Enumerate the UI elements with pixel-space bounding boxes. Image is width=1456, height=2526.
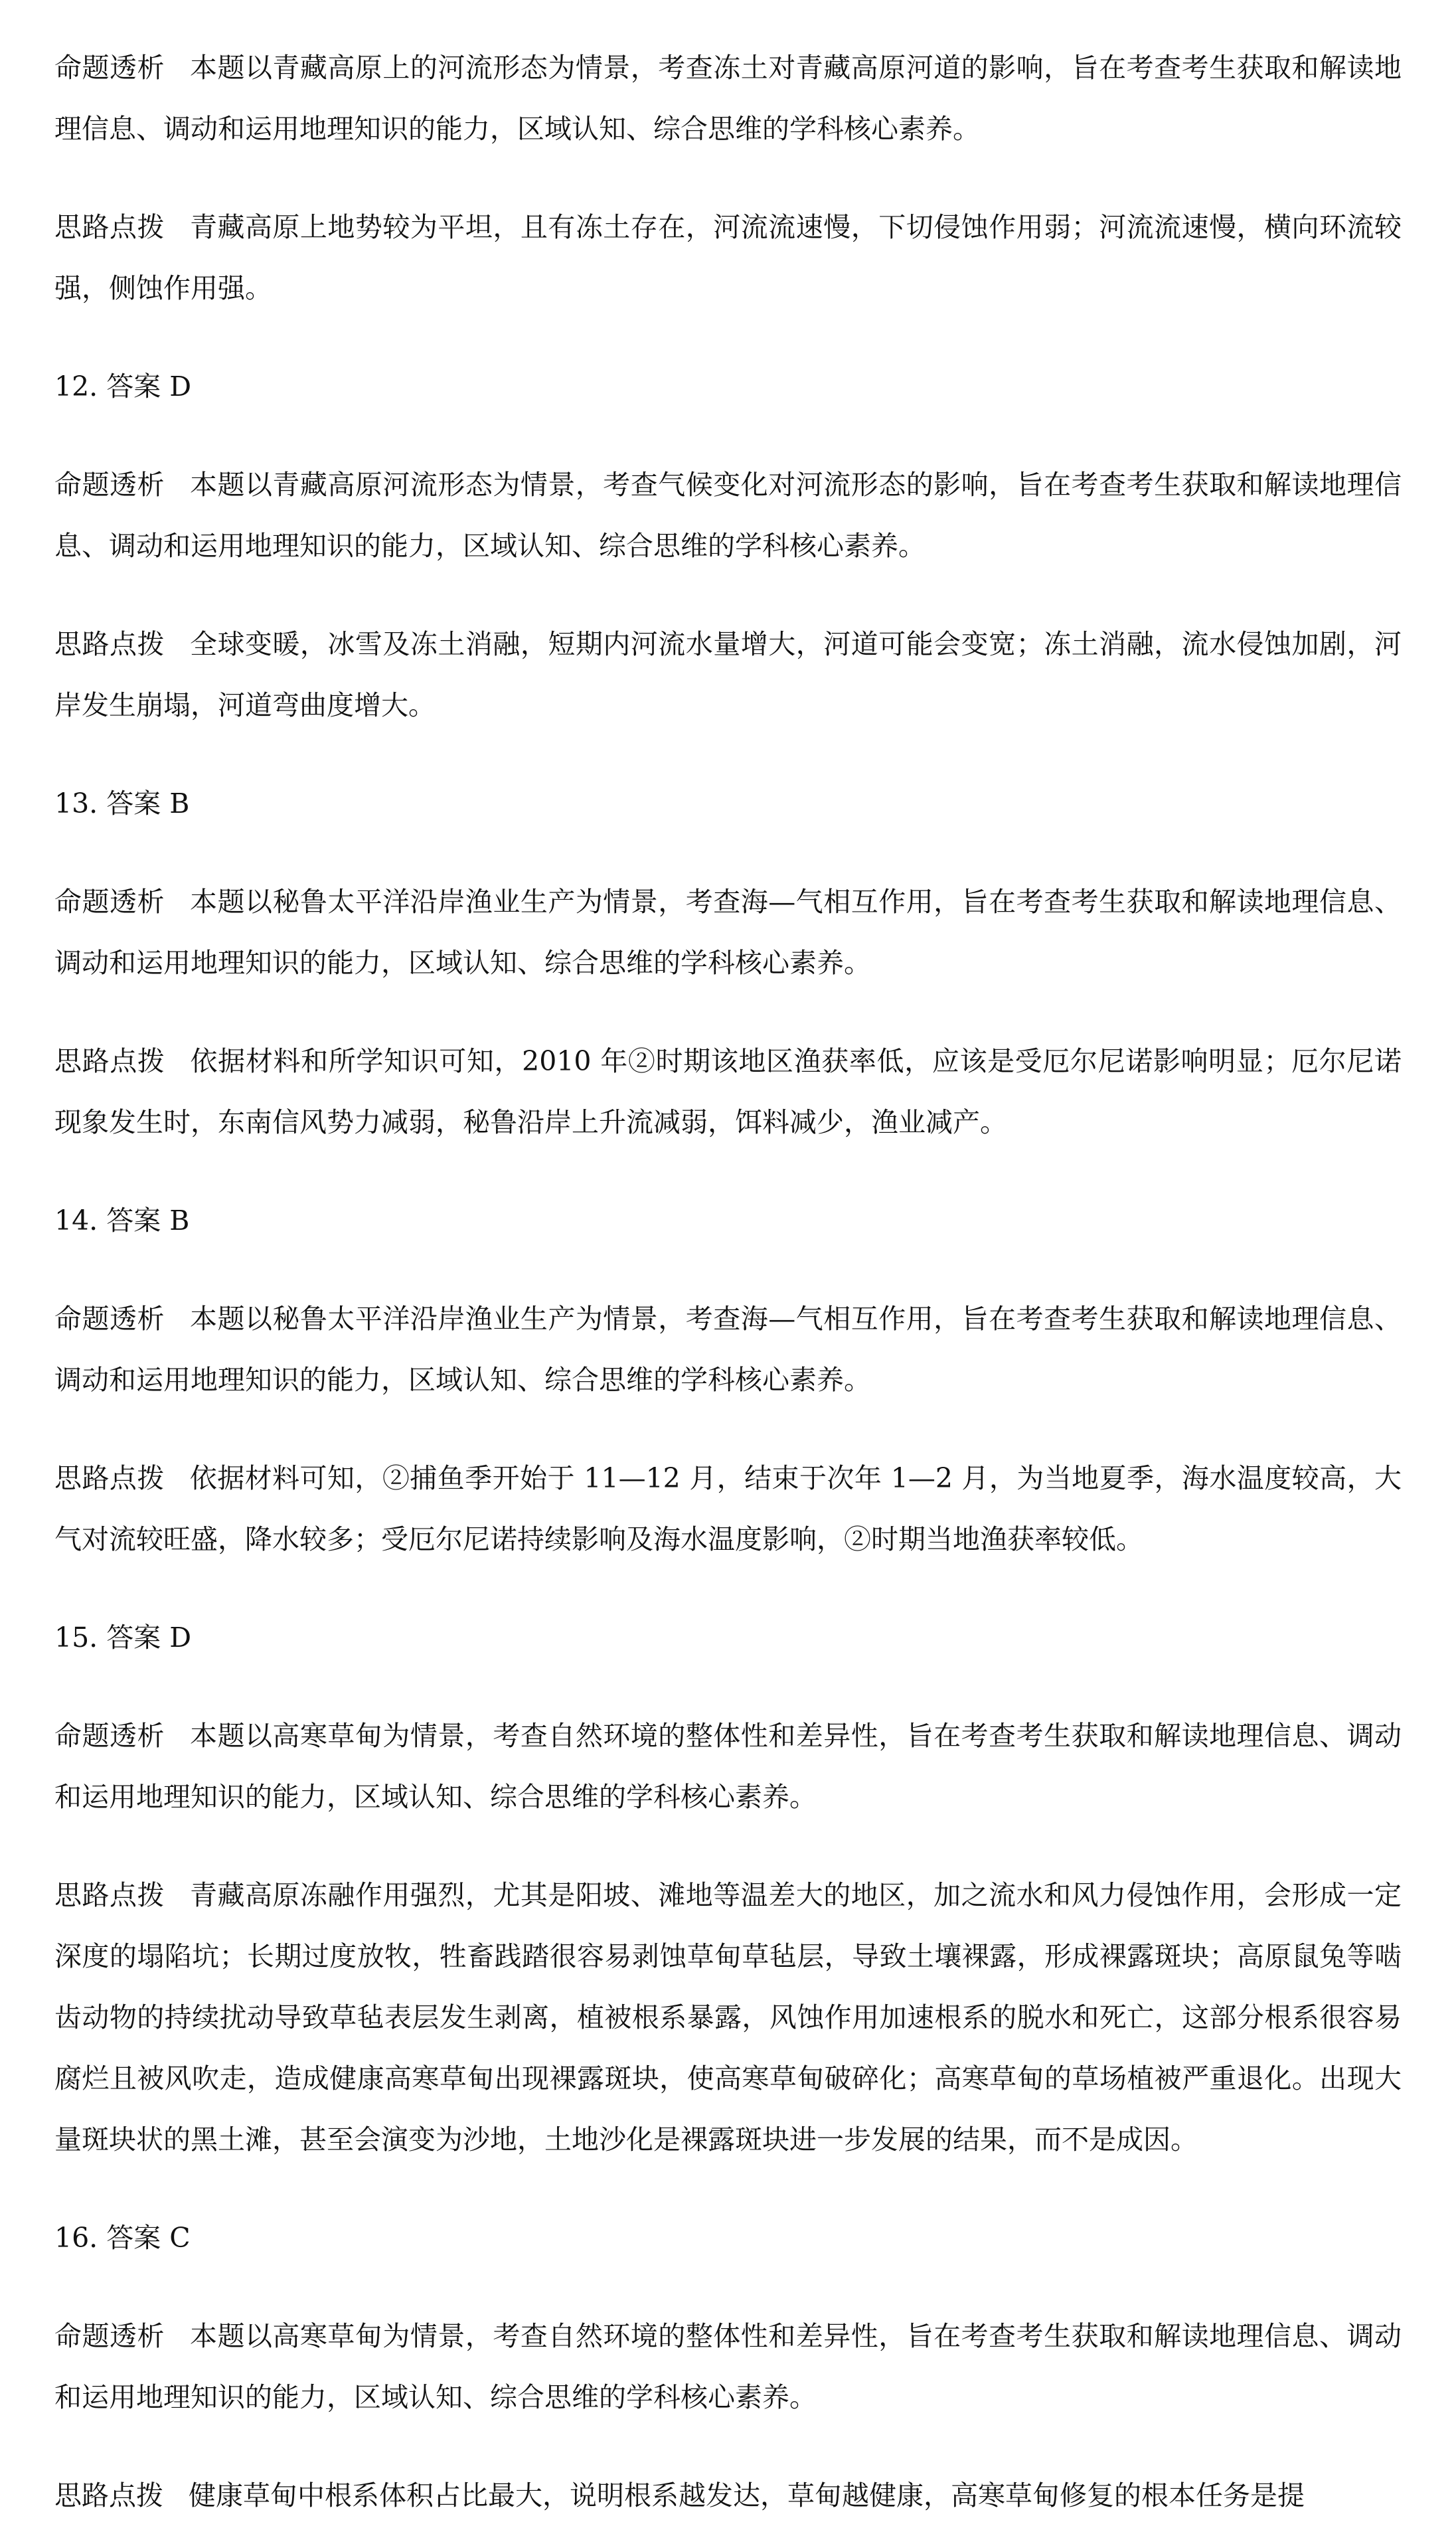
- hint-block-11: [54, 197, 1402, 319]
- analysis-text: 本题以青藏高原上的河流形态为情景，考查冻土对青藏高原河道的影响，旨在考查考生获取和解读地理信息、调动和运用地理知识的能力，区域认知、综合思维的学科核心素养。: [54, 52, 1402, 145]
- analysis-text: 本题以秘鲁太平洋沿岸渔业生产为情景，考查海—气相互作用，旨在考查考生获取和解读地理信息、调动和运用地理知识的能力，区域认知、综合思维的学科核心素养。: [54, 886, 1402, 979]
- hint-paragraph: [54, 1448, 1402, 1570]
- hint-block-15: [54, 1865, 1402, 2170]
- analysis-paragraph: [54, 871, 1402, 993]
- analysis-text: 本题以高寒草甸为情景，考查自然环境的整体性和差异性，旨在考查考生获取和解读地理信息、调动和运用地理知识的能力，区域认知、综合思维的学科核心素养。: [54, 2320, 1402, 2413]
- hint-text: 依据材料和所学知识可知，2010 年②时期该地区渔获率低，应该是受厄尔尼诺影响明显；厄尔尼诺现象发生时，东南信风势力减弱，秘鲁沿岸上升流减弱，饵料减少，渔业减产。: [54, 1045, 1402, 1138]
- hint-paragraph: [54, 614, 1402, 736]
- hint-block-14: [54, 1448, 1402, 1570]
- analysis-label: 命题透析: [54, 886, 165, 918]
- hint-label: 思路点拨: [54, 211, 165, 243]
- analysis-block-12: [54, 454, 1402, 576]
- answer-heading-16: [54, 2207, 1402, 2268]
- answer-heading-13: [54, 773, 1402, 834]
- analysis-label: 命题透析: [54, 469, 165, 501]
- answer-text: 14. 答案 B: [54, 1205, 190, 1236]
- analysis-text: 本题以秘鲁太平洋沿岸渔业生产为情景，考查海—气相互作用，旨在考查考生获取和解读地理信息、调动和运用地理知识的能力，区域认知、综合思维的学科核心素养。: [54, 1303, 1402, 1396]
- analysis-block-16: [54, 2306, 1402, 2428]
- hint-block-16: [54, 2465, 1402, 2526]
- answer-heading-12: [54, 356, 1402, 417]
- analysis-label: 命题透析: [54, 1303, 165, 1335]
- hint-block-13: [54, 1031, 1402, 1153]
- hint-label: 思路点拨: [54, 1462, 165, 1494]
- answer-text: 15. 答案 D: [54, 1622, 192, 1653]
- analysis-paragraph: [54, 1705, 1402, 1827]
- answer-text: 13. 答案 B: [54, 788, 190, 819]
- analysis-block-14: [54, 1288, 1402, 1410]
- hint-label: 思路点拨: [54, 628, 165, 660]
- hint-text: 全球变暖，冰雪及冻土消融，短期内河流水量增大，河道可能会变宽；冻土消融，流水侵蚀加剧，河岸发生崩塌，河道弯曲度增大。: [54, 628, 1402, 721]
- hint-label: 思路点拨: [54, 1879, 165, 1911]
- analysis-paragraph: [54, 2306, 1402, 2428]
- analysis-label: 命题透析: [54, 2320, 165, 2352]
- analysis-paragraph: [54, 1288, 1402, 1410]
- analysis-block-15: [54, 1705, 1402, 1827]
- hint-text: 青藏高原上地势较为平坦，且有冻土存在，河流流速慢，下切侵蚀作用弱；河流流速慢，横向环流较强，侧蚀作用强。: [54, 211, 1402, 304]
- analysis-paragraph: [54, 454, 1402, 576]
- analysis-paragraph: [54, 37, 1402, 159]
- hint-label: 思路点拨: [54, 2480, 163, 2511]
- analysis-label: 命题透析: [54, 1720, 165, 1752]
- hint-block-12: [54, 614, 1402, 736]
- answer-heading-14: [54, 1190, 1402, 1251]
- analysis-text: 本题以青藏高原河流形态为情景，考查气候变化对河流形态的影响，旨在考查考生获取和解读地理信息、调动和运用地理知识的能力，区域认知、综合思维的学科核心素养。: [54, 469, 1402, 562]
- answer-text: 12. 答案 D: [54, 371, 192, 402]
- analysis-text: 本题以高寒草甸为情景，考查自然环境的整体性和差异性，旨在考查考生获取和解读地理信息、调动和运用地理知识的能力，区域认知、综合思维的学科核心素养。: [54, 1720, 1402, 1813]
- hint-paragraph: [54, 1031, 1402, 1153]
- answer-heading-15: [54, 1607, 1402, 1668]
- hint-paragraph: [54, 2465, 1402, 2526]
- hint-text: 依据材料可知，②捕鱼季开始于 11—12 月，结束于次年 1—2 月，为当地夏季，海水温度较高，大气对流较旺盛，降水较多；受厄尔尼诺持续影响及海水温度影响，②时期当地渔获率较低。: [54, 1462, 1402, 1555]
- hint-text: 健康草甸中根系体积占比最大，说明根系越发达，草甸越健康，高寒草甸修复的根本任务是提: [189, 2480, 1305, 2511]
- hint-label: 思路点拨: [54, 1045, 165, 1077]
- hint-paragraph: [54, 197, 1402, 319]
- hint-text: 青藏高原冻融作用强烈，尤其是阳坡、滩地等温差大的地区，加之流水和风力侵蚀作用，会形成一定深度的塌陷坑；长期过度放牧，牲畜践踏很容易剥蚀草甸草毡层，导致土壤裸露，形成裸露斑块；高原鼠兔等啮齿动物的持续扰动导致草毡表层发生剥离，植被根系暴露，风蚀作用加速根系的脱水和死亡，这部分根系很容易腐烂且被风吹走，造成健康高寒草甸出现裸露斑块，使高寒草甸破碎化；高寒草甸的草场植被严重退化。出现大量斑块状的黑土滩，甚至会演变为沙地，土地沙化是裸露斑块进一步发展的结果，而不是成因。: [54, 1879, 1402, 2155]
- analysis-block-11: [54, 37, 1402, 159]
- analysis-block-13: [54, 871, 1402, 993]
- answer-text: 16. 答案 C: [54, 2222, 191, 2254]
- analysis-label: 命题透析: [54, 52, 165, 84]
- hint-paragraph: [54, 1865, 1402, 2170]
